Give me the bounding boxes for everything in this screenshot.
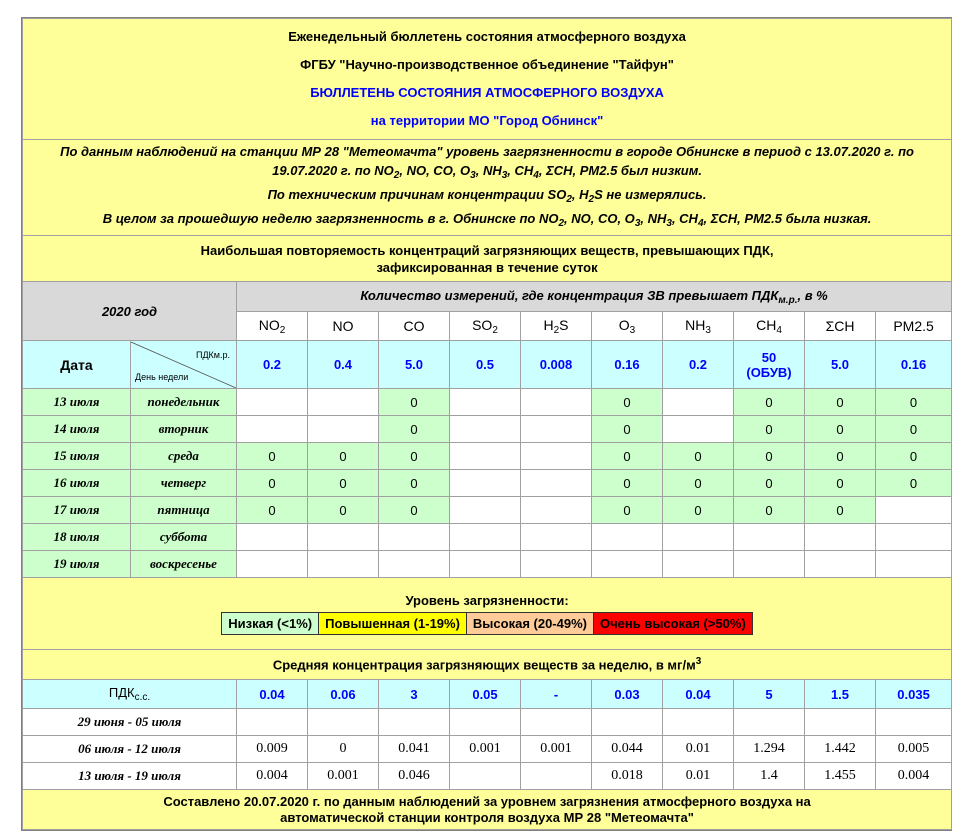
count-cell: 0 [308, 443, 379, 470]
count-cell: 0 [592, 443, 663, 470]
pollutant-subscript: 2 [553, 324, 560, 336]
pdk-mr-value: 0.2 [663, 341, 734, 389]
pdk-ss-value: 3 [379, 680, 450, 709]
count-cell: 0 [876, 416, 952, 443]
pdk-mr-value: 50 (ОБУВ) [734, 341, 805, 389]
pdk-mr-value: 0.008 [521, 341, 592, 389]
pollutant-header [876, 312, 952, 341]
pdk-mr-value: 0.2 [237, 341, 308, 389]
count-cell: 0 [734, 443, 805, 470]
day-weekday: четверг [131, 470, 237, 497]
count-cell [379, 524, 450, 551]
avg-cell: 0.044 [592, 736, 663, 763]
count-cell [379, 551, 450, 578]
diagonal-header [131, 341, 237, 389]
avg-cell: 0.018 [592, 763, 663, 790]
pdk-mr-value: 5.0 [379, 341, 450, 389]
table-row [23, 497, 952, 524]
week-period: 06 июля - 12 июля [23, 736, 237, 763]
count-cell: 0 [592, 416, 663, 443]
legend-item: Низкая (<1%) [222, 613, 319, 634]
day-date: 14 июля [23, 416, 131, 443]
count-cell: 0 [379, 416, 450, 443]
count-cell [450, 524, 521, 551]
avg-cell [805, 709, 876, 736]
pdk-mr-value: 0.16 [592, 341, 663, 389]
bulletin-header [23, 19, 952, 140]
count-cell [876, 524, 952, 551]
pollutant-name: ΣCH [825, 318, 855, 334]
avg-cell [237, 709, 308, 736]
legend-item: Очень высокая (>50%) [594, 613, 752, 634]
count-cell [521, 551, 592, 578]
header-line-4: на территории МО "Город Обнинск" [370, 113, 604, 128]
count-cell: 0 [592, 497, 663, 524]
pollutant-subscript: 4 [776, 324, 782, 336]
count-cell: 0 [663, 443, 734, 470]
pdk-ss-value: 5 [734, 680, 805, 709]
count-cell: 0 [805, 470, 876, 497]
summary-block [23, 140, 952, 236]
pollutant-name: CH [756, 316, 777, 333]
count-cell: 0 [379, 443, 450, 470]
pollutant-name-tail: S [559, 316, 569, 333]
count-cell [450, 443, 521, 470]
date-label: Дата [23, 341, 131, 389]
count-cell [308, 524, 379, 551]
count-cell [450, 551, 521, 578]
year-label: 2020 год [23, 282, 237, 341]
count-cell [805, 524, 876, 551]
bulletin-table [22, 18, 952, 830]
count-cell [521, 524, 592, 551]
header-line-1: Еженедельный бюллетень состояния атмосферного воздуха [288, 29, 686, 44]
count-cell: 0 [876, 443, 952, 470]
day-date: 19 июля [23, 551, 131, 578]
repeat-title: Наибольшая повторяемость концентраций загрязняющих веществ, превышающих ПДК, зафиксированная в течение суток [23, 236, 952, 282]
count-title: Количество измерений, где концентрация ЗВ превышает $ПДК_{м.р.}$, в % [237, 282, 952, 312]
count-cell [663, 389, 734, 416]
table-row [23, 470, 952, 497]
table-row [23, 736, 952, 763]
header-line-2: ФГБУ "Научно-производственное объединение "Тайфун" [300, 57, 674, 72]
avg-cell: 0.01 [663, 763, 734, 790]
count-cell [663, 551, 734, 578]
legend-block [23, 578, 952, 650]
count-cell [521, 443, 592, 470]
pdk-ss-value: 0.03 [592, 680, 663, 709]
pdk-ss-row [23, 680, 952, 709]
pollutant-name: PM2.5 [893, 318, 934, 334]
pollutant-header [592, 312, 663, 341]
count-cell [450, 389, 521, 416]
count-cell [237, 524, 308, 551]
table-row [23, 763, 952, 790]
pollutant-header [663, 312, 734, 341]
count-cell [308, 416, 379, 443]
count-cell [592, 551, 663, 578]
diag-top-label: ПДКм.р. [195, 349, 230, 360]
day-date: 17 июля [23, 497, 131, 524]
footer-note: Составлено 20.07.2020 г. по данным наблюдений за уровнем загрязнения атмосферного воздуха на автоматической станции контроля воздуха МР 28 "Метеомачта" [23, 790, 952, 830]
count-cell [450, 470, 521, 497]
pdk-mr-value: 5.0 [805, 341, 876, 389]
bulletin-panel [21, 17, 952, 831]
summary-paragraph-3: В целом за прошедшую неделю загрязненность в г. Обнинске по $NO_2$, NO, CO, $O_3$, $NH_3$, $CH_4$, ΣCH, PM2.5 была низкая. [102, 211, 872, 229]
count-cell [308, 389, 379, 416]
header-line-3: БЮЛЛЕТЕНЬ СОСТОЯНИЯ АТМОСФЕРНОГО ВОЗДУХА [310, 85, 664, 100]
pollutant-header [308, 312, 379, 341]
avg-cell: 1.442 [805, 736, 876, 763]
pdk-ss-value: 1.5 [805, 680, 876, 709]
count-cell: 0 [308, 497, 379, 524]
table-row [23, 389, 952, 416]
avg-cell [876, 709, 952, 736]
pollutant-subscript: 3 [629, 324, 636, 336]
table-row [23, 416, 952, 443]
avg-cell: 0 [308, 736, 379, 763]
count-cell [592, 524, 663, 551]
avg-cell [521, 763, 592, 790]
daily-counts [23, 389, 952, 578]
table-row [23, 443, 952, 470]
count-cell [663, 416, 734, 443]
count-cell [521, 497, 592, 524]
count-cell: 0 [237, 443, 308, 470]
pollutant-header [450, 312, 521, 341]
avg-cell: 0.004 [876, 763, 952, 790]
day-weekday: вторник [131, 416, 237, 443]
pdk-mr-row [23, 341, 952, 389]
pollutant-name: SO [472, 316, 493, 333]
count-cell [876, 551, 952, 578]
day-weekday: воскресенье [131, 551, 237, 578]
pdk-ss-value: 0.05 [450, 680, 521, 709]
count-cell: 0 [663, 470, 734, 497]
table-row [23, 551, 952, 578]
count-cell: 0 [805, 443, 876, 470]
pdk-ss-value: 0.035 [876, 680, 952, 709]
pollutant-name: CO [403, 318, 425, 334]
avg-cell: 0.046 [379, 763, 450, 790]
count-cell [521, 470, 592, 497]
avg-cell: 0.001 [521, 736, 592, 763]
day-date: 15 июля [23, 443, 131, 470]
count-cell: 0 [734, 389, 805, 416]
count-cell: 0 [379, 389, 450, 416]
avg-cell: 0.009 [237, 736, 308, 763]
avg-cell [734, 709, 805, 736]
weekly-averages [23, 709, 952, 790]
legend [221, 612, 753, 635]
avg-cell: 0.01 [663, 736, 734, 763]
legend-item: Повышенная (1-19%) [319, 613, 467, 634]
count-cell [663, 524, 734, 551]
count-cell: 0 [592, 389, 663, 416]
avg-cell: 1.294 [734, 736, 805, 763]
pollutant-name: H [543, 316, 554, 333]
avg-title: Средняя концентрация загрязняющих веществ за неделю, в $мг/м^3$ [23, 650, 952, 680]
avg-cell: 1.455 [805, 763, 876, 790]
count-cell: 0 [805, 416, 876, 443]
count-cell: 0 [876, 389, 952, 416]
avg-cell [663, 709, 734, 736]
avg-cell: 0.041 [379, 736, 450, 763]
count-cell: 0 [379, 497, 450, 524]
day-date: 13 июля [23, 389, 131, 416]
pollutant-header [237, 312, 308, 341]
summary-paragraph-2: По техническим причинам концентрации $SO_2$, $H_2S$ не измерялись. [267, 187, 707, 205]
day-weekday: пятница [131, 497, 237, 524]
pollutant-subscript: 2 [279, 324, 286, 336]
count-cell: 0 [237, 497, 308, 524]
count-cell: 0 [805, 389, 876, 416]
day-weekday: суббота [131, 524, 237, 551]
count-cell: 0 [805, 497, 876, 524]
avg-cell [308, 709, 379, 736]
avg-cell [379, 709, 450, 736]
pdk-mr-value: 0.16 [876, 341, 952, 389]
pollutant-name: NO [258, 316, 280, 333]
legend-item: Высокая (20-49%) [467, 613, 594, 634]
pollutant-header [379, 312, 450, 341]
pollutant-name: NO [332, 318, 354, 334]
pollutant-header [805, 312, 876, 341]
day-weekday: среда [131, 443, 237, 470]
week-period: 29 июня - 05 июля [23, 709, 237, 736]
count-cell [521, 389, 592, 416]
avg-cell: 0.005 [876, 736, 952, 763]
pdk-mr-value: 0.4 [308, 341, 379, 389]
count-cell: 0 [663, 497, 734, 524]
count-cell [237, 389, 308, 416]
legend-title: Уровень загрязненности: [405, 592, 569, 608]
count-cell [237, 416, 308, 443]
count-cell: 0 [734, 470, 805, 497]
count-cell [876, 497, 952, 524]
count-cell: 0 [876, 470, 952, 497]
count-cell: 0 [379, 470, 450, 497]
pdk-ss-label: $ПДК_{с.с.}$ [23, 680, 237, 709]
pollutant-name: NH [685, 316, 706, 333]
count-cell: 0 [237, 470, 308, 497]
avg-cell [521, 709, 592, 736]
summary-paragraph-1: По данным наблюдений на станции МР 28 "Метеомачта" уровень загрязненности в городе Обнинске в период с 13.07.2020 г. по 19.07.2020 г. по $NO_2$, NO, CO, $O_3$, $NH_3$, $CH_4$, ΣCH, PM2.5 был низким. [60, 144, 914, 181]
avg-cell [592, 709, 663, 736]
pdk-ss-value: 0.04 [663, 680, 734, 709]
diag-bottom-label: День недели [135, 371, 189, 382]
table-row [23, 524, 952, 551]
avg-cell: 0.001 [450, 736, 521, 763]
count-cell [734, 551, 805, 578]
table-row [23, 709, 952, 736]
pollutant-header [521, 312, 592, 341]
pdk-mr-value: 0.5 [450, 341, 521, 389]
avg-cell: 1.4 [734, 763, 805, 790]
count-cell [237, 551, 308, 578]
pollutant-subscript: 2 [492, 324, 498, 336]
day-date: 18 июля [23, 524, 131, 551]
count-cell [734, 524, 805, 551]
count-cell [521, 416, 592, 443]
pdk-ss-value: 0.04 [237, 680, 308, 709]
avg-cell [450, 709, 521, 736]
count-cell [805, 551, 876, 578]
pollutant-header [734, 312, 805, 341]
count-cell: 0 [308, 470, 379, 497]
avg-cell: 0.004 [237, 763, 308, 790]
avg-cell [450, 763, 521, 790]
day-date: 16 июля [23, 470, 131, 497]
pdk-ss-value: - [521, 680, 592, 709]
week-period: 13 июля - 19 июля [23, 763, 237, 790]
day-weekday: понедельник [131, 389, 237, 416]
count-cell: 0 [592, 470, 663, 497]
pollutant-name: O [618, 316, 630, 333]
pollutant-subscript: 3 [705, 324, 711, 336]
count-cell [450, 416, 521, 443]
count-cell [308, 551, 379, 578]
count-cell: 0 [734, 497, 805, 524]
count-cell: 0 [734, 416, 805, 443]
avg-cell: 0.001 [308, 763, 379, 790]
pdk-ss-value: 0.06 [308, 680, 379, 709]
count-cell [450, 497, 521, 524]
